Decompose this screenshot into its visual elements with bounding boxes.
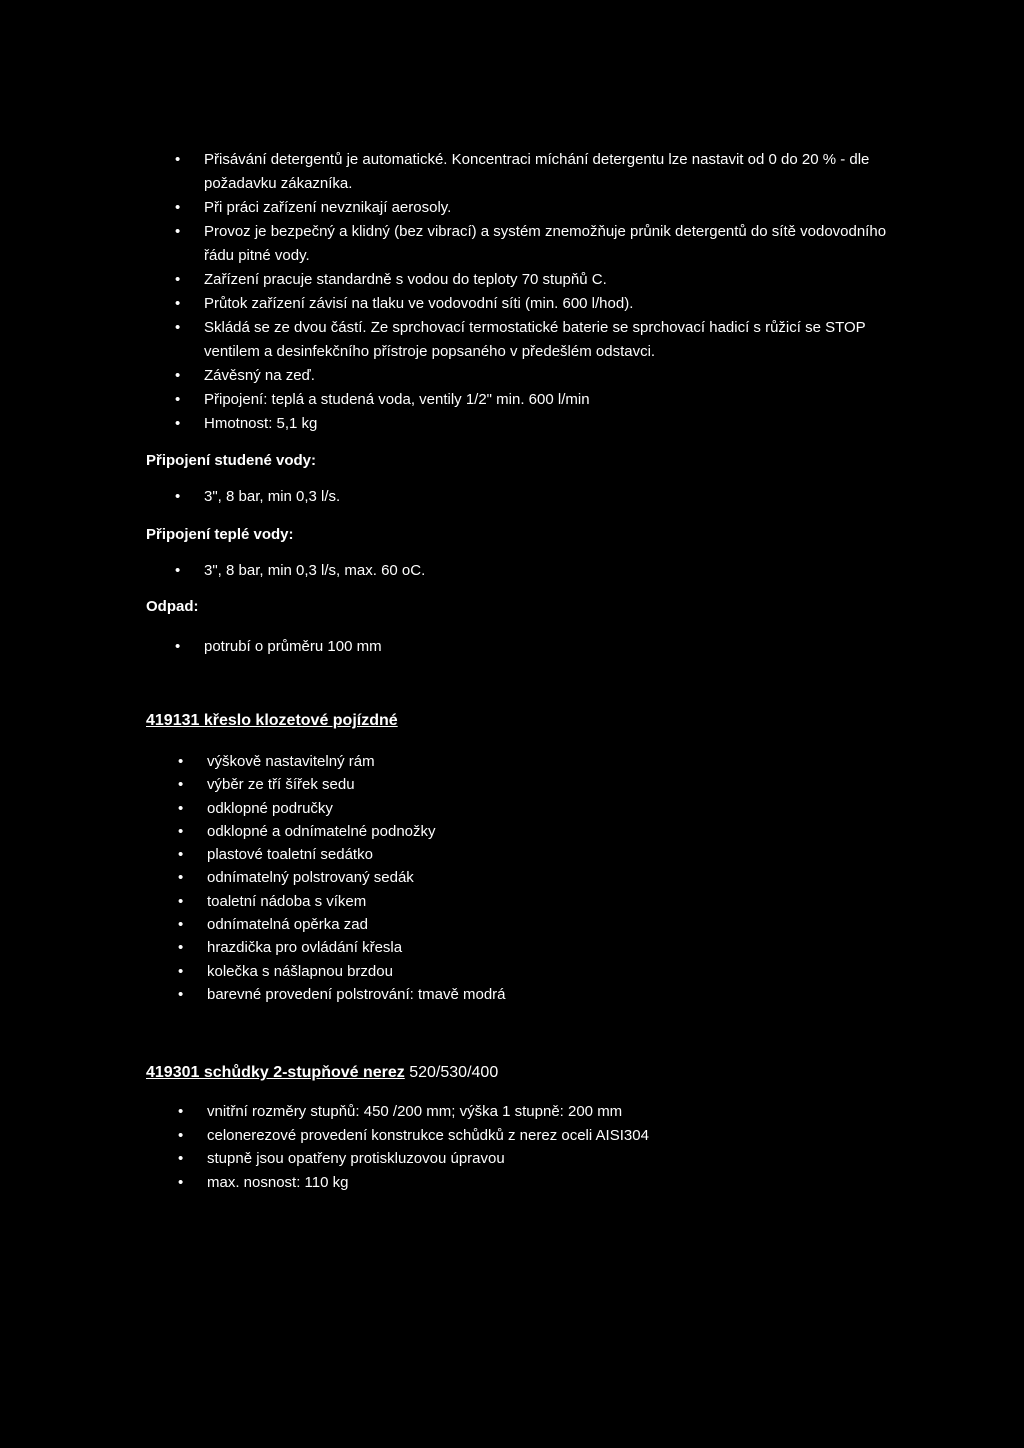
chair-features-list xyxy=(207,750,807,1006)
list-item: • kolečka s nášlapnou brzdou xyxy=(207,960,807,983)
list-item: • toaletní nádoba s víkem xyxy=(207,890,807,913)
steps-dimensions: 520/530/400 xyxy=(409,1064,499,1081)
list-item: • Připojení: teplá a studená voda, ventily 1/2" min. 600 l/min xyxy=(204,388,904,412)
chair-section-title xyxy=(146,712,398,730)
list-item: • odklopné područky xyxy=(207,797,807,820)
list-item: • Skládá se ze dvou částí. Ze sprchovací termostatické baterie se sprchovací hadicí s růžicí se STOP ventilem a desinfekčního přístroje popsaného v předešlém odstavci. xyxy=(204,316,904,364)
list-item: • Průtok zařízení závisí na tlaku ve vodovodní síti (min. 600 l/hod). xyxy=(204,292,904,316)
list-item: • odklopné a odnímatelné podnožky xyxy=(207,820,807,843)
drain-heading: Odpad: xyxy=(146,598,199,615)
list-item: • barevné provedení polstrování: tmavě modrá xyxy=(207,983,807,1006)
list-item: • vnitřní rozměry stupňů: 450 /200 mm; výška 1 stupně: 200 mm xyxy=(207,1100,807,1124)
intro-list xyxy=(204,148,904,436)
list-item: • max. nosnost: 110 kg xyxy=(207,1171,807,1195)
list-item: • Přisávání detergentů je automatické. Koncentraci míchání detergentu lze nastavit od 0 do 20 % - dle požadavku zákazníka. xyxy=(204,148,904,196)
chair-title: 419131 křeslo klozetové pojízdné xyxy=(146,712,398,729)
hot-water-list xyxy=(204,562,904,579)
steps-section-title xyxy=(146,1064,498,1082)
list-item: • celonerezové provedení konstrukce schůdků z nerez oceli AISI304 xyxy=(207,1124,807,1148)
list-item: • Při práci zařízení nevznikají aerosoly. xyxy=(204,196,904,220)
cold-water-heading: Připojení studené vody: xyxy=(146,452,317,469)
list-item: • výškově nastavitelný rám xyxy=(207,750,807,773)
list-item: • 3", 8 bar, min 0,3 l/s, max. 60 oC. xyxy=(204,562,904,579)
list-item: • odnímatelná opěrka zad xyxy=(207,913,807,936)
list-item: • hrazdička pro ovládání křesla xyxy=(207,936,807,959)
hot-water-heading: Připojení teplé vody: xyxy=(146,526,294,543)
list-item: • 3", 8 bar, min 0,3 l/s. xyxy=(204,488,904,505)
list-item: • Hmotnost: 5,1 kg xyxy=(204,412,904,436)
list-item: • plastové toaletní sedátko xyxy=(207,843,807,866)
list-item: • Zařízení pracuje standardně s vodou do teploty 70 stupňů C. xyxy=(204,268,904,292)
cold-water-list xyxy=(204,488,904,505)
steps-features-list xyxy=(207,1100,807,1194)
drain-list xyxy=(204,638,904,655)
list-item: • stupně jsou opatřeny protiskluzovou úpravou xyxy=(207,1147,807,1171)
steps-title: 419301 schůdky 2-stupňové nerez xyxy=(146,1064,405,1081)
list-item: • Provoz je bezpečný a klidný (bez vibrací) a systém znemožňuje průnik detergentů do sítě vodovodního řádu pitné vody. xyxy=(204,220,904,268)
list-item: • Závěsný na zeď. xyxy=(204,364,904,388)
list-item: • odnímatelný polstrovaný sedák xyxy=(207,866,807,889)
list-item: • výběr ze tří šířek sedu xyxy=(207,773,807,796)
list-item: • potrubí o průměru 100 mm xyxy=(204,638,904,655)
